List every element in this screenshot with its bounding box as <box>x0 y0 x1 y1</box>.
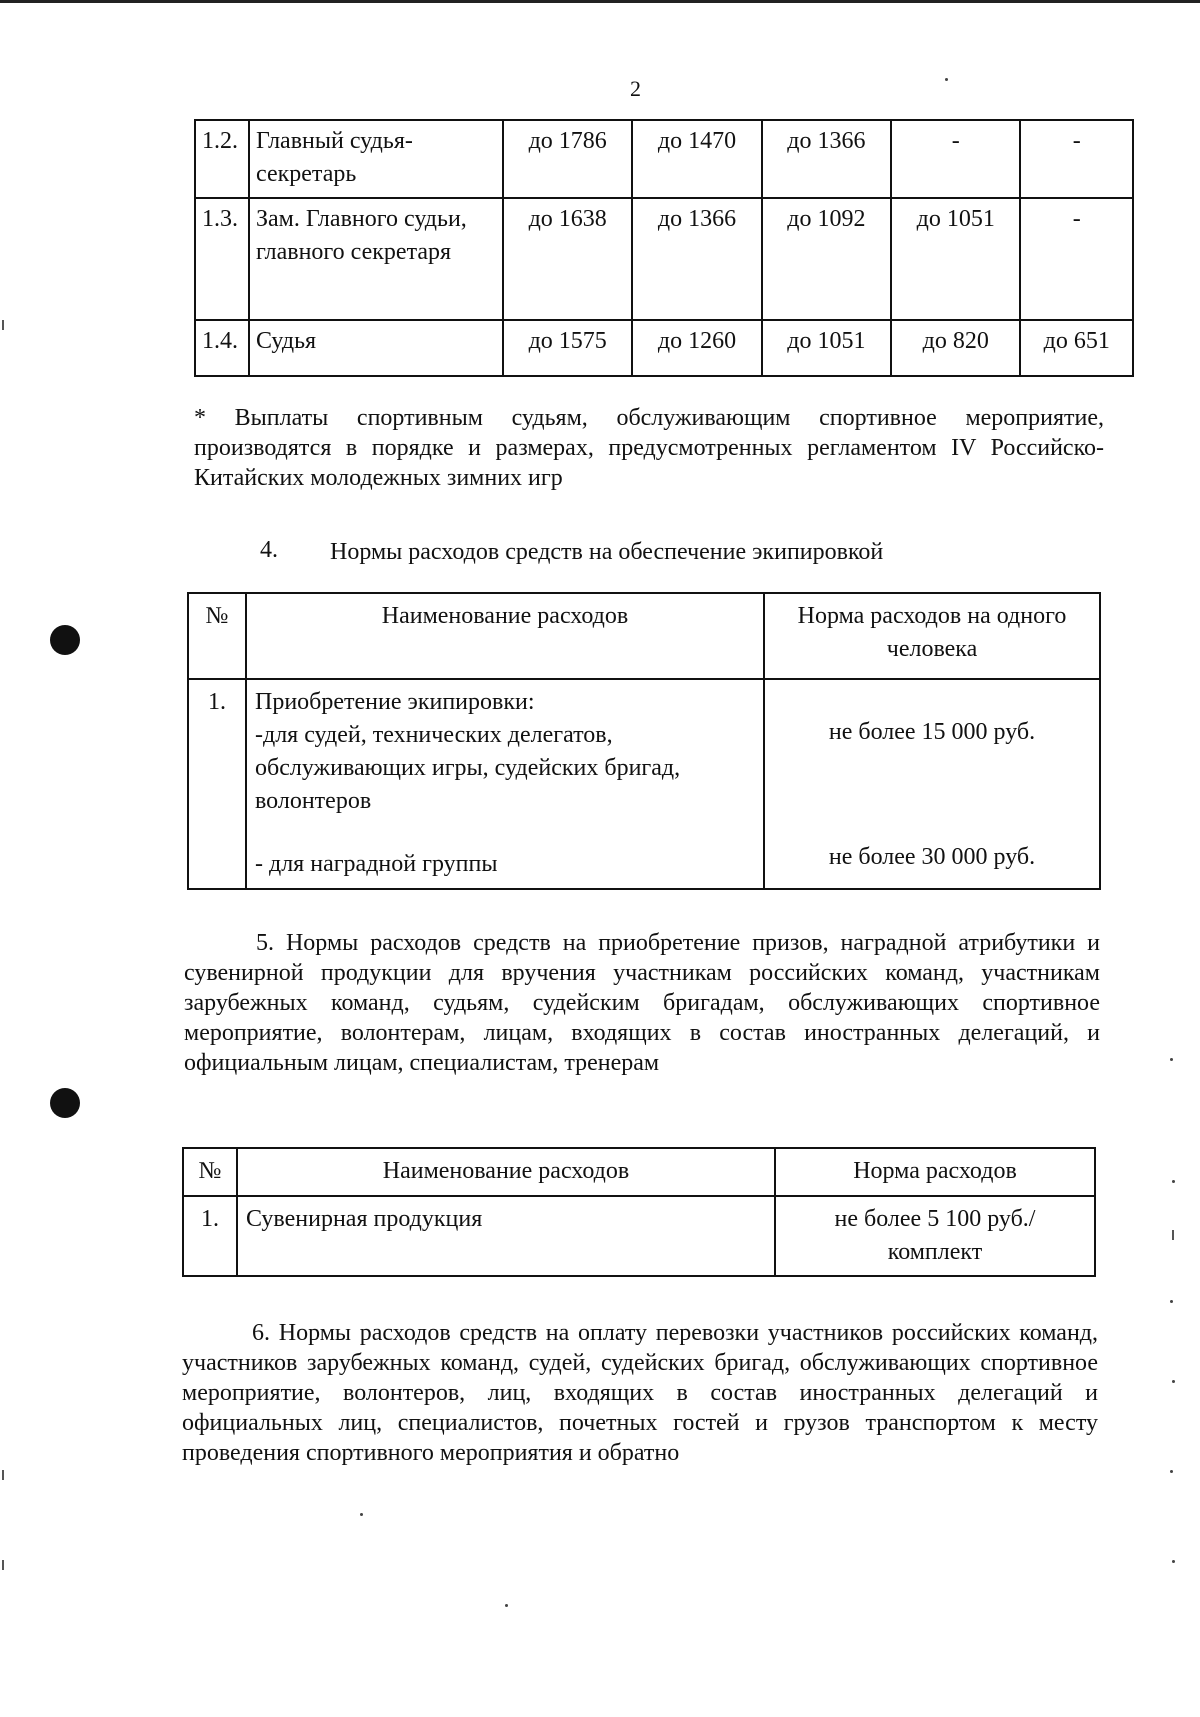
scan-speck <box>1170 1058 1173 1061</box>
payment-value: до 1260 <box>632 320 761 376</box>
expense-name: Сувенирная продукция <box>237 1196 775 1276</box>
punch-hole <box>50 1088 80 1118</box>
payment-value: до 651 <box>1020 320 1133 376</box>
column-header-norm: Норма расходов <box>775 1148 1095 1196</box>
payment-value: до 820 <box>891 320 1020 376</box>
expense-norm <box>764 679 1100 889</box>
scan-speck <box>2 320 4 330</box>
section-4-number: 4. <box>260 537 278 563</box>
payment-value: до 1366 <box>762 120 891 198</box>
position-name: Зам. Главного судьи, главного секретаря <box>249 198 503 320</box>
scan-speck <box>1170 1300 1173 1303</box>
section-6-text <box>182 1318 1098 1468</box>
scan-speck <box>1172 1180 1175 1183</box>
payment-value: до 1051 <box>762 320 891 376</box>
section-6-number: 6. <box>252 1320 270 1346</box>
payment-value: до 1051 <box>891 198 1020 320</box>
expense-name <box>246 679 764 889</box>
table-row <box>183 1196 1095 1276</box>
judges-payment-table <box>194 119 1134 377</box>
section-6-body: Нормы расходов средств на оплату перевозки участников российских команд, участников зарубежных команд, судей, судейских бригад, обслуживающих спортивное мероприятие, волонтеров, лиц, входящих в состав иностранных делегаций и официальных лиц, специалистов, почетных гостей и грузов транспортом к месту проведения спортивного мероприятия и обратно <box>182 1320 1099 1466</box>
column-header-number: № <box>183 1148 237 1196</box>
row-number: 1. <box>188 679 246 889</box>
section-5-body: Нормы расходов средств на приобретение призов, наградной атрибутики и сувенирной продукции для вручения участникам российских команд, участникам зарубежных команд, судьям, судейским бригадам, обслуживающих спортивное мероприятие, волонтерам, лицам, входящих в состав иностранных делегаций, и официальным лицам, специалистам, тренерам <box>184 930 1100 1076</box>
equipment-norms-table <box>187 592 1101 890</box>
position-name: Судья <box>249 320 503 376</box>
column-header-norm: Норма расходов на одного человека <box>764 593 1100 679</box>
expense-norm: не более 5 100 руб./ комплект <box>775 1196 1095 1276</box>
scan-top-border <box>0 0 1200 3</box>
scan-speck <box>1172 1380 1175 1383</box>
table-row <box>195 320 1133 376</box>
scan-speck <box>945 78 948 81</box>
row-number: 1. <box>183 1196 237 1276</box>
norm-value: не более 30 000 руб. <box>828 844 1036 870</box>
expense-name-line: -для судей, технических делегатов, обслуживающих игры, судейских бригад, волонтеров <box>255 722 681 814</box>
scan-speck <box>1172 1230 1174 1240</box>
payment-value: до 1470 <box>632 120 761 198</box>
payment-value: до 1786 <box>503 120 632 198</box>
expense-name-line: - для наградной группы <box>255 851 498 877</box>
scan-speck <box>505 1604 508 1607</box>
section-5-text <box>184 928 1100 1078</box>
payment-value: до 1366 <box>632 198 761 320</box>
table-row <box>195 198 1133 320</box>
payment-value: - <box>1020 120 1133 198</box>
scan-speck <box>1172 1560 1175 1563</box>
payment-value: - <box>1020 198 1133 320</box>
scan-speck <box>360 1513 363 1516</box>
scan-speck <box>2 1560 4 1570</box>
payment-value: - <box>891 120 1020 198</box>
souvenir-norms-table <box>182 1147 1096 1277</box>
payment-value: до 1092 <box>762 198 891 320</box>
table-row <box>195 120 1133 198</box>
column-header-number: № <box>188 593 246 679</box>
row-number: 1.2. <box>195 120 249 198</box>
section-4-title: Нормы расходов средств на обеспечение экипировкой <box>330 539 884 565</box>
table-header-row <box>188 593 1100 679</box>
footnote: * Выплаты спортивным судьям, обслуживающим спортивное мероприятие, производятся в порядке и размерах, предусмотренных регламентом IV Российско-Китайских молодежных зимних игр <box>194 405 1104 491</box>
payment-value: до 1638 <box>503 198 632 320</box>
column-header-name: Наименование расходов <box>246 593 764 679</box>
row-number: 1.4. <box>195 320 249 376</box>
payment-value: до 1575 <box>503 320 632 376</box>
section-5-number: 5. <box>256 930 274 956</box>
page-number: 2 <box>630 76 641 101</box>
row-number: 1.3. <box>195 198 249 320</box>
table-header-row <box>183 1148 1095 1196</box>
norm-value: не более 15 000 руб. <box>828 719 1036 745</box>
table-row <box>188 679 1100 889</box>
column-header-name: Наименование расходов <box>237 1148 775 1196</box>
punch-hole <box>50 625 80 655</box>
scan-speck <box>2 1470 4 1480</box>
scan-speck <box>1170 1470 1173 1473</box>
expense-name-line: Приобретение экипировки: <box>255 689 535 715</box>
position-name: Главный судья-секретарь <box>249 120 503 198</box>
